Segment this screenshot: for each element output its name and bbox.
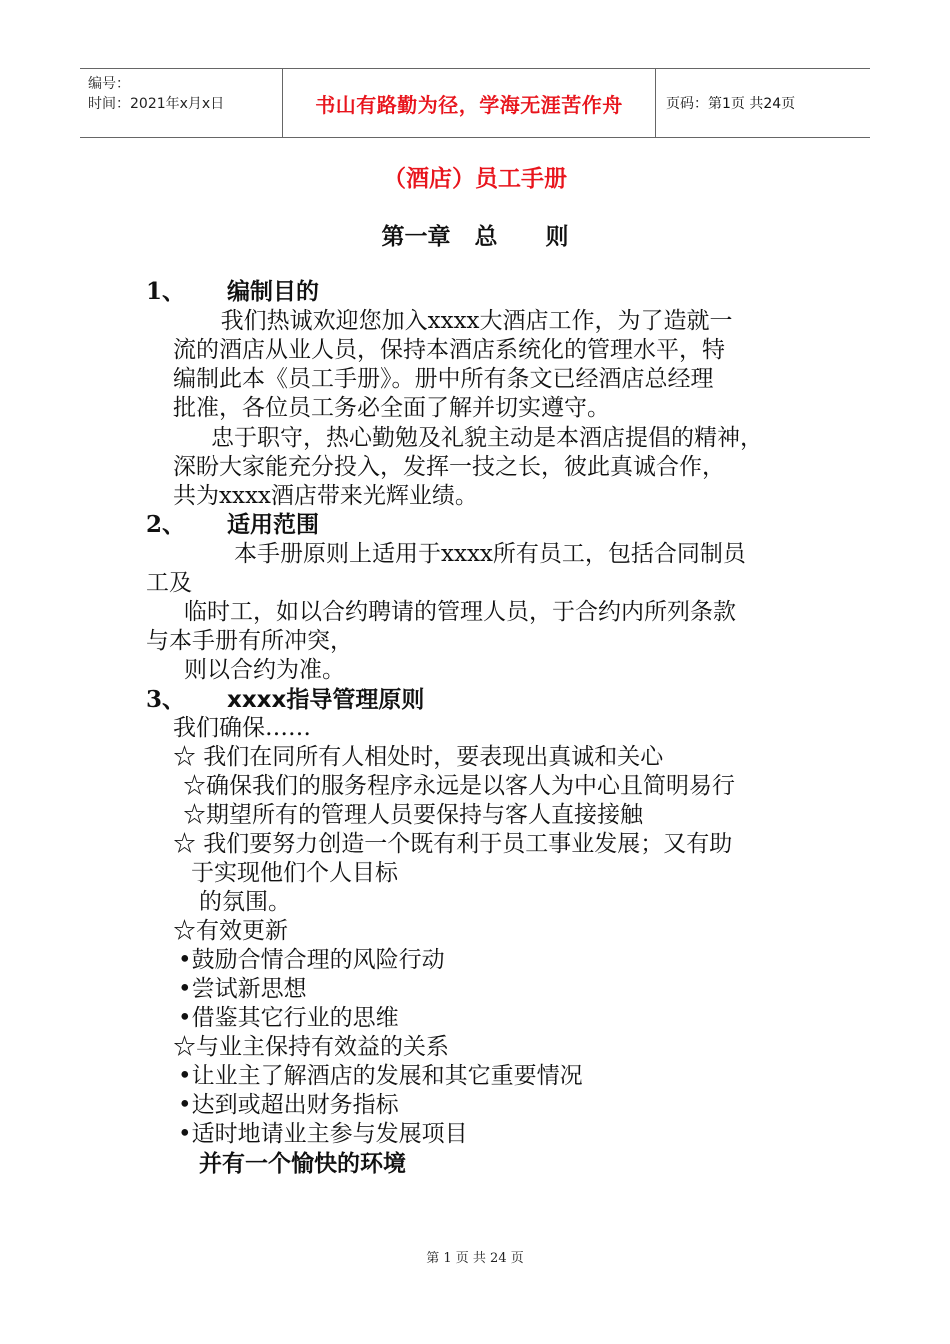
page-footer: 第 1 页 共 24 页 <box>426 1251 524 1266</box>
star-item: ☆期望所有的管理人员要保持与客人直接接触 <box>183 802 643 828</box>
section-1-heading <box>146 277 319 307</box>
motto: 书山有路勤为径，学海无涯苦作舟 <box>315 92 623 117</box>
number-label: 编号： <box>88 76 130 92</box>
body-line: 深盼大家能充分投入，发挥一技之长，彼此真诚合作， <box>173 454 725 480</box>
body-line: 编制此本《员工手册》。册中所有条文已经酒店总经理 <box>173 366 714 392</box>
body-line: 于实现他们个人目标 <box>191 860 398 886</box>
body-line: 临时工，如以合约聘请的管理人员，于合约内所列条款 <box>184 599 736 625</box>
body-line: 工及 <box>146 570 192 596</box>
body-line: 共为xxxx酒店带来光辉业绩。 <box>173 483 478 509</box>
star-item: ☆ 我们在同所有人相处时，要表现出真诚和关心 <box>173 744 664 770</box>
section-number: 3、 <box>146 686 186 713</box>
star-item: ☆确保我们的服务程序永远是以客人为中心且简明易行 <box>183 773 735 799</box>
body-line: 忠于职守，热心勤勉及礼貌主动是本酒店提倡的精神， <box>211 425 763 451</box>
bullet-item: •适时地请业主参与发展项目 <box>178 1121 468 1147</box>
section-3-heading <box>146 685 424 715</box>
body-line: 则以合约为准。 <box>184 657 345 683</box>
header-page-cell <box>656 69 870 137</box>
star-item: ☆有效更新 <box>173 918 288 944</box>
body-line: 流的酒店从业人员，保持本酒店系统化的管理水平，特 <box>173 337 725 363</box>
section-number: 1、 <box>146 278 186 305</box>
section-2-heading <box>146 510 319 540</box>
header-meta-cell <box>80 69 283 137</box>
section-heading-text: 适用范围 <box>227 512 320 538</box>
page-info: 页码：第1页 共24页 <box>666 96 796 112</box>
body-line: 我们确保…… <box>173 715 311 741</box>
body-line: 与本手册有所冲突， <box>146 628 353 654</box>
doc-title: （酒店）员工手册 <box>383 166 567 192</box>
bullet-item: •尝试新思想 <box>178 976 307 1002</box>
header-table <box>80 68 870 138</box>
body-line: 的氛围。 <box>199 889 291 915</box>
closing-line: 并有一个愉快的环境 <box>199 1151 406 1177</box>
star-item: ☆ 我们要努力创造一个既有利于员工事业发展；又有助 <box>173 831 733 857</box>
body-line: 我们热诚欢迎您加入xxxx大酒店工作，为了造就一 <box>206 308 733 334</box>
body-line: 批准，各位员工务必全面了解并切实遵守。 <box>173 395 610 421</box>
bullet-item: •达到或超出财务指标 <box>178 1092 399 1118</box>
chapter-title: 第一章 总 则 <box>381 224 569 250</box>
time-label: 时间：2021年x月x日 <box>88 96 225 112</box>
header-motto-cell <box>283 69 656 137</box>
bullet-item: •借鉴其它行业的思维 <box>178 1005 399 1031</box>
section-heading-text: xxxx指导管理原则 <box>227 687 425 713</box>
bullet-item: •鼓励合情合理的风险行动 <box>178 947 445 973</box>
body-line: 本手册原则上适用于xxxx所有员工，包括合同制员 <box>234 541 746 567</box>
bullet-item: •让业主了解酒店的发展和其它重要情况 <box>178 1063 583 1089</box>
section-heading-text: 编制目的 <box>227 279 320 305</box>
star-item: ☆与业主保持有效益的关系 <box>173 1034 449 1060</box>
section-number: 2、 <box>146 511 186 538</box>
